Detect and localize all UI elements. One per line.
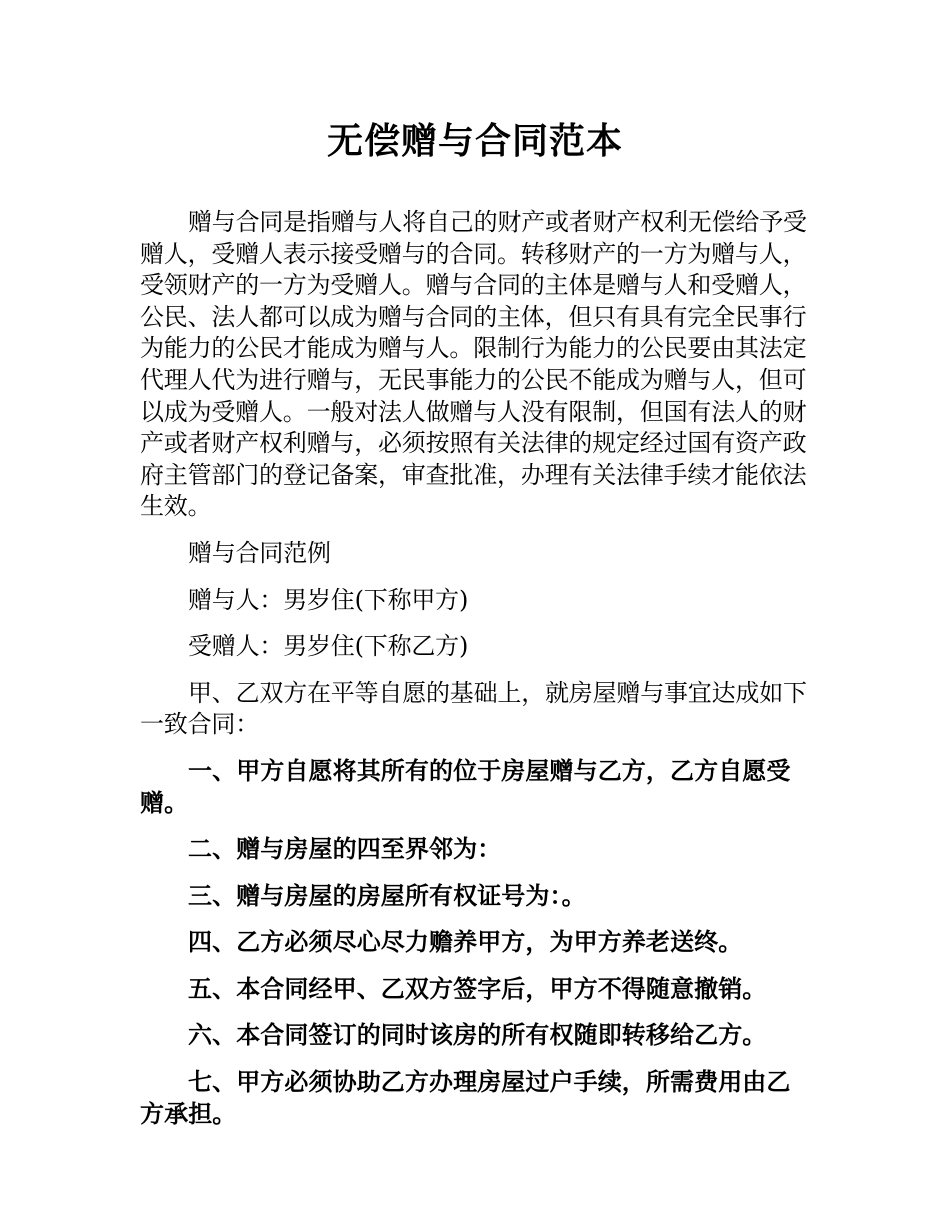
clause-4: 四、乙方必须尽心尽力赡养甲方，为甲方养老送终。 bbox=[188, 928, 743, 957]
agreement-paragraph: 甲、乙双方在平等自愿的基础上，就房屋赠与事宜达成如下一致合同： bbox=[140, 678, 807, 739]
document-title: 无偿赠与合同范本 bbox=[326, 121, 623, 162]
clause-3: 三、赠与房屋的房屋所有权证号为：。 bbox=[188, 881, 586, 910]
clause-1: 一、甲方自愿将其所有的位于房屋赠与乙方，乙方自愿受赠。 bbox=[140, 756, 791, 817]
intro-paragraph: 赠与合同是指赠与人将自己的财产或者财产权利无偿给予受赠人，受赠人表示接受赠与的合同。转移财产的一方为赠与人，受领财产的一方为受赠人。赠与合同的主体是赠与人和受赠人，公民、法人都可以成为赠与合同的主体，但只有具有完全民事行为能力的公民才能成为赠与人。限制行为能力的公民要由其法定代理人代为进行赠与，无民事能力的公民不能成为赠与人，但可以成为受赠人。一般对法人做赠与人没有限制，但国有法人的财产或者财产权利赠与，必须按照有关法律的规定经过国有资产政府主管部门的登记备案，审查批准，办理有关法律手续才能依法生效。 bbox=[140, 208, 807, 521]
clause-5: 五、本合同经甲、乙双方签字后，甲方不得随意撤销。 bbox=[188, 974, 767, 1003]
donor-line: 赠与人：男岁住(下称甲方) bbox=[188, 585, 469, 614]
sample-heading: 赠与合同范例 bbox=[188, 538, 331, 567]
clause-6: 六、本合同签订的同时该房的所有权随即转移给乙方。 bbox=[188, 1021, 767, 1050]
donee-line: 受赠人：男岁住(下称乙方) bbox=[188, 632, 469, 661]
document-page bbox=[140, 0, 810, 1130]
clause-7: 七、甲方必须协助乙方办理房屋过户手续，所需费用由乙方承担。 bbox=[140, 1068, 791, 1128]
clause-2: 二、赠与房屋的四至界邻为： bbox=[188, 835, 502, 864]
